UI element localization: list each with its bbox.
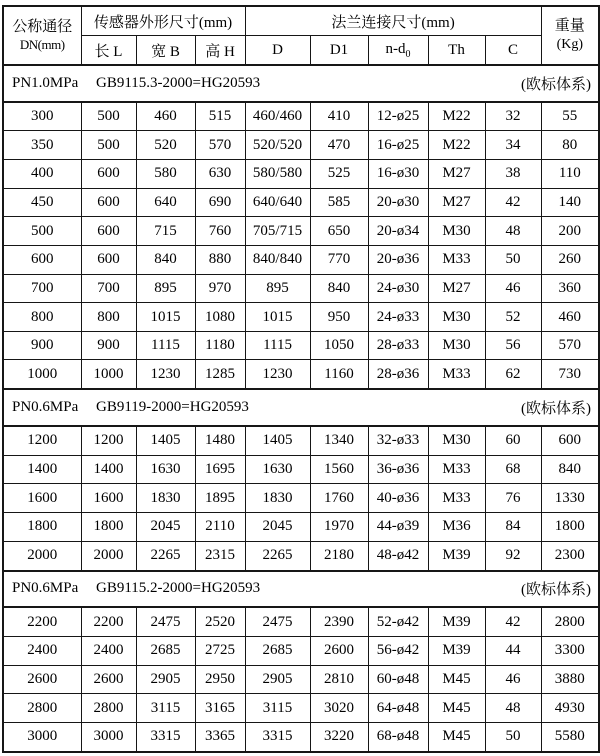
table-row (3, 331, 599, 360)
table-cell: 580/580 (245, 160, 310, 189)
table-row (3, 637, 599, 666)
table-row (3, 160, 599, 189)
table-cell: 50 (485, 722, 541, 752)
table-row (3, 722, 599, 752)
header-col-height: 高 H (195, 36, 245, 66)
table-cell: 1405 (136, 426, 195, 455)
header-nominal-diameter-unit: DN(mm) (19, 36, 65, 52)
table-cell: 2315 (195, 541, 245, 570)
table-cell: 1160 (310, 360, 368, 389)
table-row (3, 484, 599, 513)
section-pressure-rating: PN0.6MPa (12, 399, 79, 416)
header-weight (541, 6, 599, 65)
header-col-d1: D1 (310, 36, 368, 66)
table-cell: 1115 (136, 331, 195, 360)
table-cell: 32 (485, 102, 541, 131)
header-sensor-dimensions-group: 传感器外形尺寸(mm) (81, 6, 245, 36)
table-cell: 1895 (195, 484, 245, 513)
table-cell: 1200 (81, 426, 136, 455)
table-cell: 1695 (195, 455, 245, 484)
table-cell: 3220 (310, 722, 368, 752)
table-row (3, 131, 599, 160)
table-cell: 500 (3, 217, 81, 246)
header-nominal-diameter-title: 公称通径 (12, 19, 73, 35)
table-cell: 730 (541, 360, 599, 389)
table-cell: 400 (3, 160, 81, 189)
table-cell: 16-ø30 (368, 160, 428, 189)
header-weight-unit: (Kg) (556, 37, 584, 53)
table-cell: 2400 (81, 637, 136, 666)
table-cell: 2045 (136, 513, 195, 542)
table-cell: 570 (541, 331, 599, 360)
table-cell: 2800 (3, 694, 81, 723)
table-cell: 16-ø25 (368, 131, 428, 160)
table-cell: 840 (136, 245, 195, 274)
table-cell: 705/715 (245, 217, 310, 246)
table-cell: 1830 (245, 484, 310, 513)
table-cell: 3315 (136, 722, 195, 752)
table-cell: 700 (81, 274, 136, 303)
table-cell: 42 (485, 607, 541, 636)
table-cell: 450 (3, 188, 81, 217)
table-cell: 600 (81, 188, 136, 217)
table-cell: 48 (485, 694, 541, 723)
table-cell: M22 (428, 102, 485, 131)
dimension-spec-table (2, 5, 600, 753)
table-cell: 2600 (81, 665, 136, 694)
table-cell: M45 (428, 665, 485, 694)
table-cell: 1800 (81, 513, 136, 542)
table-cell: 2265 (245, 541, 310, 570)
table-cell: 62 (485, 360, 541, 389)
table-cell: 600 (81, 245, 136, 274)
table-cell: M33 (428, 455, 485, 484)
table-cell: 900 (81, 331, 136, 360)
table-cell: 950 (310, 303, 368, 332)
table-cell: 1230 (136, 360, 195, 389)
table-cell: 110 (541, 160, 599, 189)
table-cell: 500 (81, 102, 136, 131)
table-cell: 2685 (136, 637, 195, 666)
table-cell: 2600 (3, 665, 81, 694)
table-cell: 700 (3, 274, 81, 303)
table-cell: 1400 (81, 455, 136, 484)
table-cell: 2905 (245, 665, 310, 694)
table-cell: 1480 (195, 426, 245, 455)
table-cell: 44-ø39 (368, 513, 428, 542)
table-cell: 1200 (3, 426, 81, 455)
table-cell: 1800 (3, 513, 81, 542)
table-cell: 715 (136, 217, 195, 246)
table-cell: M27 (428, 188, 485, 217)
table-cell: M27 (428, 160, 485, 189)
section-header-row (3, 65, 599, 102)
section-system-note: (欧标体系) (521, 76, 592, 93)
section-pressure-rating: PN1.0MPa (12, 74, 79, 91)
table-cell: M33 (428, 245, 485, 274)
table-cell: 2180 (310, 541, 368, 570)
table-cell: 2725 (195, 637, 245, 666)
section-header-cell (3, 65, 599, 102)
table-cell: 2475 (245, 607, 310, 636)
table-cell: 500 (81, 131, 136, 160)
table-row (3, 102, 599, 131)
table-cell: 2600 (310, 637, 368, 666)
table-cell: M39 (428, 607, 485, 636)
table-row (3, 513, 599, 542)
table-cell: 1000 (3, 360, 81, 389)
table-row (3, 303, 599, 332)
section-header-cell (3, 389, 599, 426)
table-cell: M30 (428, 331, 485, 360)
table-cell: 2045 (245, 513, 310, 542)
table-cell: 2475 (136, 607, 195, 636)
table-row (3, 665, 599, 694)
table-cell: 38 (485, 160, 541, 189)
table-cell: 1830 (136, 484, 195, 513)
table-cell: M33 (428, 360, 485, 389)
table-cell: 350 (3, 131, 81, 160)
table-cell: 1000 (81, 360, 136, 389)
table-cell: 895 (245, 274, 310, 303)
table-cell: M39 (428, 637, 485, 666)
table-cell: 2520 (195, 607, 245, 636)
section-system-note: (欧标体系) (521, 401, 592, 418)
table-cell: 34 (485, 131, 541, 160)
table-cell: 24-ø33 (368, 303, 428, 332)
table-cell: 300 (3, 102, 81, 131)
table-cell: 50 (485, 245, 541, 274)
table-cell: 56-ø42 (368, 637, 428, 666)
table-cell: 3300 (541, 637, 599, 666)
table-cell: 1115 (245, 331, 310, 360)
table-cell: 68 (485, 455, 541, 484)
table-cell: 3000 (3, 722, 81, 752)
table-cell: 3365 (195, 722, 245, 752)
table-cell: 28-ø33 (368, 331, 428, 360)
table-cell: 76 (485, 484, 541, 513)
table-cell: 895 (136, 274, 195, 303)
table-cell: 600 (3, 245, 81, 274)
header-flange-connection-group: 法兰连接尺寸(mm) (245, 6, 541, 36)
table-cell: 520/520 (245, 131, 310, 160)
table-cell: 690 (195, 188, 245, 217)
table-cell: 52 (485, 303, 541, 332)
table-cell: 1630 (245, 455, 310, 484)
table-cell: 600 (81, 217, 136, 246)
table-cell: 1760 (310, 484, 368, 513)
table-cell: 140 (541, 188, 599, 217)
table-cell: 520 (136, 131, 195, 160)
table-cell: 60 (485, 426, 541, 455)
table-cell: 410 (310, 102, 368, 131)
table-cell: 200 (541, 217, 599, 246)
table-cell: 2800 (81, 694, 136, 723)
table-cell: 640/640 (245, 188, 310, 217)
table-cell: 840/840 (245, 245, 310, 274)
header-col-width: 宽 B (136, 36, 195, 66)
table-row (3, 541, 599, 570)
table-cell: 20-ø30 (368, 188, 428, 217)
table-cell: 46 (485, 665, 541, 694)
section-header-row (3, 571, 599, 608)
table-cell: 515 (195, 102, 245, 131)
table-cell: 840 (541, 455, 599, 484)
table-cell: 260 (541, 245, 599, 274)
section-standard-code: GB9119-2000=HG20593 (96, 399, 249, 416)
table-cell: 32-ø33 (368, 426, 428, 455)
table-cell: 1330 (541, 484, 599, 513)
table-cell: M33 (428, 484, 485, 513)
section-header-cell (3, 571, 599, 608)
table-cell: 760 (195, 217, 245, 246)
table-cell: 640 (136, 188, 195, 217)
table-row (3, 217, 599, 246)
table-cell: 80 (541, 131, 599, 160)
table-cell: 840 (310, 274, 368, 303)
table-cell: 1800 (541, 513, 599, 542)
table-cell: 2905 (136, 665, 195, 694)
table-cell: 3165 (195, 694, 245, 723)
table-cell: 2200 (3, 607, 81, 636)
table-cell: M30 (428, 303, 485, 332)
table-cell: 800 (3, 303, 81, 332)
table-cell: 1405 (245, 426, 310, 455)
table-cell: 2685 (245, 637, 310, 666)
table-cell: 4930 (541, 694, 599, 723)
table-cell: M27 (428, 274, 485, 303)
table-cell: 68-ø48 (368, 722, 428, 752)
table-cell: 1230 (245, 360, 310, 389)
header-col-length: 长 L (81, 36, 136, 66)
table-cell: 1970 (310, 513, 368, 542)
table-cell: M30 (428, 217, 485, 246)
table-cell: 585 (310, 188, 368, 217)
table-row (3, 607, 599, 636)
table-cell: 1400 (3, 455, 81, 484)
table-cell: 64-ø48 (368, 694, 428, 723)
table-cell: 1285 (195, 360, 245, 389)
header-nominal-diameter (3, 6, 81, 65)
table-cell: M22 (428, 131, 485, 160)
table-cell: 970 (195, 274, 245, 303)
table-cell: 20-ø36 (368, 245, 428, 274)
table-cell: 800 (81, 303, 136, 332)
table-cell: 20-ø34 (368, 217, 428, 246)
table-cell: 1180 (195, 331, 245, 360)
table-cell: 1015 (136, 303, 195, 332)
table-cell: 12-ø25 (368, 102, 428, 131)
table-cell: 2300 (541, 541, 599, 570)
table-cell: 1560 (310, 455, 368, 484)
table-cell: 2265 (136, 541, 195, 570)
table-cell: 2950 (195, 665, 245, 694)
table-cell: 46 (485, 274, 541, 303)
table-cell: 880 (195, 245, 245, 274)
section-system-note: (欧标体系) (521, 582, 592, 599)
table-cell: 1600 (81, 484, 136, 513)
table-row (3, 694, 599, 723)
table-cell: 2000 (81, 541, 136, 570)
header-col-c: C (485, 36, 541, 66)
table-cell: 570 (195, 131, 245, 160)
header-col-d: D (245, 36, 310, 66)
table-cell: M36 (428, 513, 485, 542)
table-cell: 3315 (245, 722, 310, 752)
table-cell: 2800 (541, 607, 599, 636)
table-cell: 3020 (310, 694, 368, 723)
section-pressure-rating: PN0.6MPa (12, 580, 79, 597)
header-weight-title: 重量 (554, 18, 585, 35)
table-cell: 3000 (81, 722, 136, 752)
table-row (3, 245, 599, 274)
table-cell: 55 (541, 102, 599, 131)
table-cell: 650 (310, 217, 368, 246)
table-cell: 3115 (245, 694, 310, 723)
table-cell: 770 (310, 245, 368, 274)
table-cell: 2390 (310, 607, 368, 636)
table-row (3, 274, 599, 303)
table-cell: 2110 (195, 513, 245, 542)
table-cell: 42 (485, 188, 541, 217)
header-col-nd0-subscript: 0 (405, 48, 411, 60)
table-cell: 36-ø36 (368, 455, 428, 484)
section-standard-code: GB9115.3-2000=HG20593 (96, 74, 261, 91)
table-cell: 3880 (541, 665, 599, 694)
table-cell: 2810 (310, 665, 368, 694)
table-cell: 525 (310, 160, 368, 189)
table-cell: 2000 (3, 541, 81, 570)
table-row (3, 455, 599, 484)
header-col-th: Th (428, 36, 485, 66)
table-cell: 600 (541, 426, 599, 455)
table-cell: 5580 (541, 722, 599, 752)
table-cell: 48-ø42 (368, 541, 428, 570)
header-col-nd0 (368, 36, 428, 66)
table-cell: 600 (81, 160, 136, 189)
table-cell: 1630 (136, 455, 195, 484)
table-cell: 470 (310, 131, 368, 160)
table-cell: 460/460 (245, 102, 310, 131)
table-cell: 92 (485, 541, 541, 570)
table-cell: 580 (136, 160, 195, 189)
table-cell: 84 (485, 513, 541, 542)
table-cell: 48 (485, 217, 541, 246)
section-standard-code: GB9115.2-2000=HG20593 (96, 580, 261, 597)
table-cell: 24-ø30 (368, 274, 428, 303)
table-cell: 28-ø36 (368, 360, 428, 389)
table-cell: M39 (428, 541, 485, 570)
section-header-row (3, 389, 599, 426)
table-cell: 2200 (81, 607, 136, 636)
table-cell: 460 (136, 102, 195, 131)
table-row (3, 360, 599, 389)
table-cell: M30 (428, 426, 485, 455)
table-cell: 360 (541, 274, 599, 303)
table-cell: 52-ø42 (368, 607, 428, 636)
table-cell: 1080 (195, 303, 245, 332)
table-body (3, 65, 599, 752)
table-cell: 460 (541, 303, 599, 332)
table-cell: 56 (485, 331, 541, 360)
table-cell: 1015 (245, 303, 310, 332)
table-row (3, 426, 599, 455)
table-cell: 40-ø36 (368, 484, 428, 513)
table-cell: 1340 (310, 426, 368, 455)
table-cell: 900 (3, 331, 81, 360)
table-cell: M45 (428, 694, 485, 723)
header-col-nd0-base: n-d (385, 40, 406, 57)
table-cell: 60-ø48 (368, 665, 428, 694)
table-cell: 44 (485, 637, 541, 666)
table-cell: 630 (195, 160, 245, 189)
table-cell: 1050 (310, 331, 368, 360)
table-cell: M45 (428, 722, 485, 752)
table-row (3, 188, 599, 217)
table-cell: 3115 (136, 694, 195, 723)
table-cell: 1600 (3, 484, 81, 513)
table-cell: 2400 (3, 637, 81, 666)
